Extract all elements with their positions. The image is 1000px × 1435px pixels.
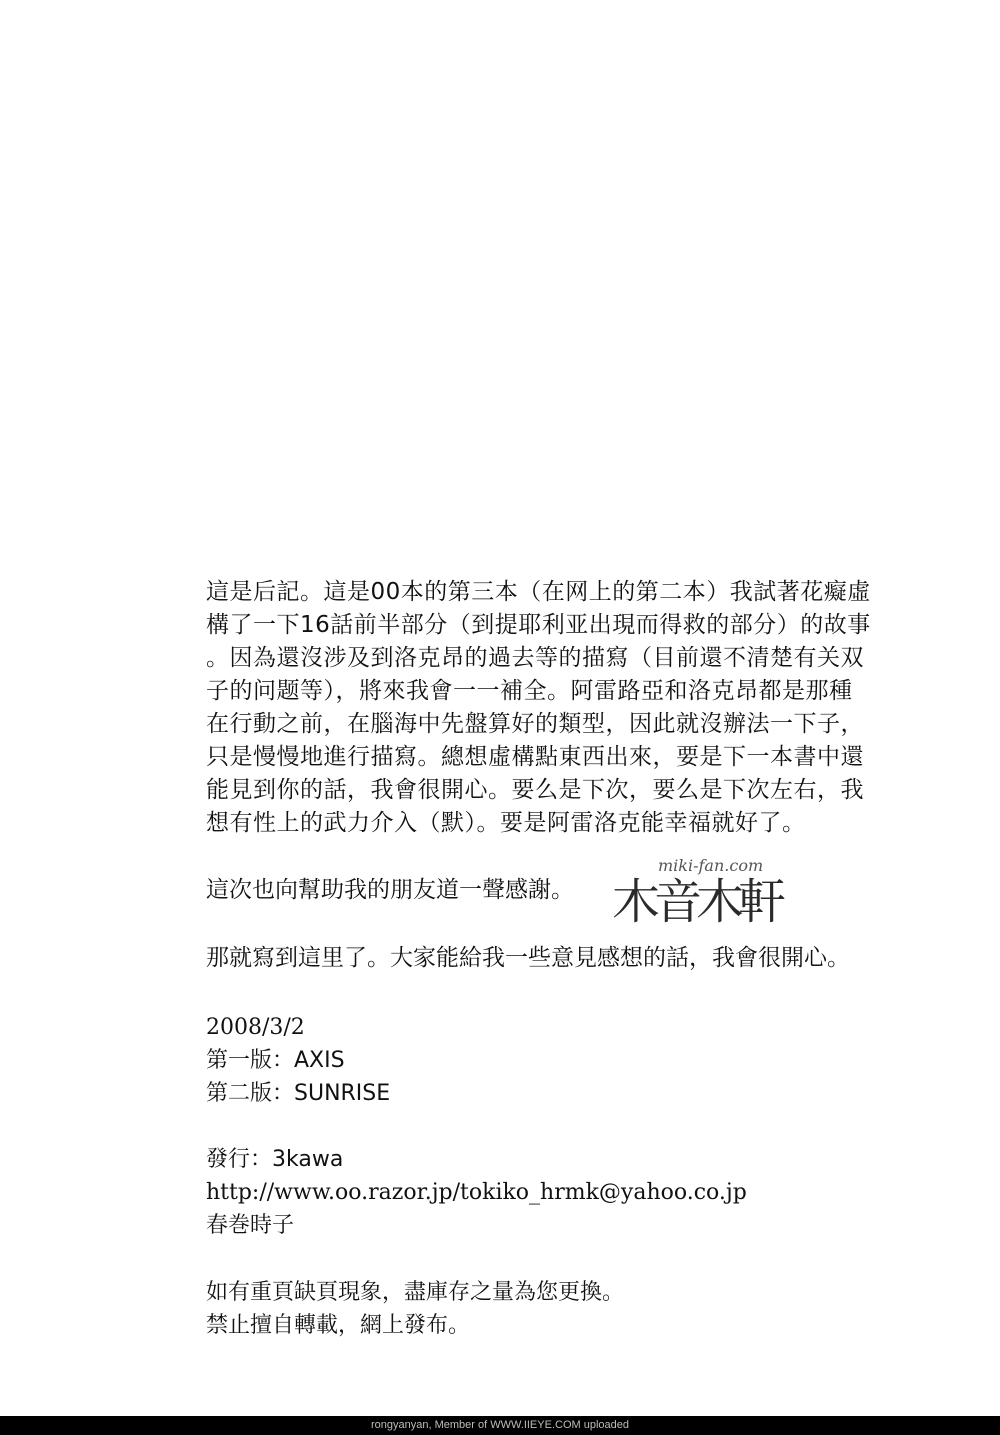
- publisher-url: http://www.oo.razor.jp/tokiko_hrmk@yahoo.co.jp: [206, 1180, 747, 1205]
- thanks-line: 這次也向幫助我的朋友道一聲感謝。: [206, 877, 574, 903]
- afterword-line: 構了一下16話前半部分（到提耶利亚出現而得救的部分）的故事: [206, 612, 871, 638]
- upload-footer-text: rongyanyan, Member of WWW.IIEYE.COM uploaded: [371, 1419, 629, 1431]
- afterword-line: 能見到你的話，我會很開心。要么是下次，要么是下次左右，我: [206, 777, 864, 803]
- publisher-author: 春巻時子: [206, 1213, 295, 1238]
- edition-first: 第一版：AXIS: [206, 1048, 345, 1073]
- closing-line: 那就寫到這里了。大家能給我一些意見感想的話，我會很開心。: [206, 945, 850, 971]
- publisher-issued: 發行：3kawa: [206, 1147, 344, 1172]
- upload-footer-bar: [0, 1416, 1000, 1435]
- publisher-block: [206, 1143, 747, 1242]
- afterword-line: 子的问题等），將來我會一一補全。阿雷路亞和洛克昂都是那種: [206, 678, 853, 704]
- afterword-line: 想有性上的武力介入（默）。要是阿雷洛克能幸福就好了。: [206, 810, 806, 836]
- watermark-url: miki-fan.com: [658, 856, 764, 875]
- notice-line-1: 如有重頁缺頁現象，盡庫存之量為您更換。: [206, 1280, 625, 1305]
- afterword-line: 這是后記。這是00本的第三本（在网上的第二本）我試著花癡虛: [206, 579, 871, 605]
- afterword-line: 在行動之前，在腦海中先盤算好的類型，因此就沒辦法一下子，: [206, 711, 864, 737]
- notice-line-2: 禁止擅自轉載，網上發布。: [206, 1313, 471, 1338]
- edition-second: 第二版：SUNRISE: [206, 1081, 391, 1106]
- edition-date: 2008/3/2: [206, 1015, 305, 1040]
- afterword-line: 只是慢慢地進行描寫。總想虛構點東西出來，要是下一本書中還: [206, 744, 864, 770]
- afterword-line: 。因為還沒涉及到洛克昂的過去等的描寫（目前還不清楚有关双: [206, 645, 864, 671]
- watermark-mark: 木音木軒: [612, 874, 781, 930]
- afterword-paragraph: [206, 576, 926, 840]
- notice-block: [206, 1276, 624, 1342]
- site-watermark-logo: [612, 856, 781, 936]
- edition-block: [206, 1011, 390, 1110]
